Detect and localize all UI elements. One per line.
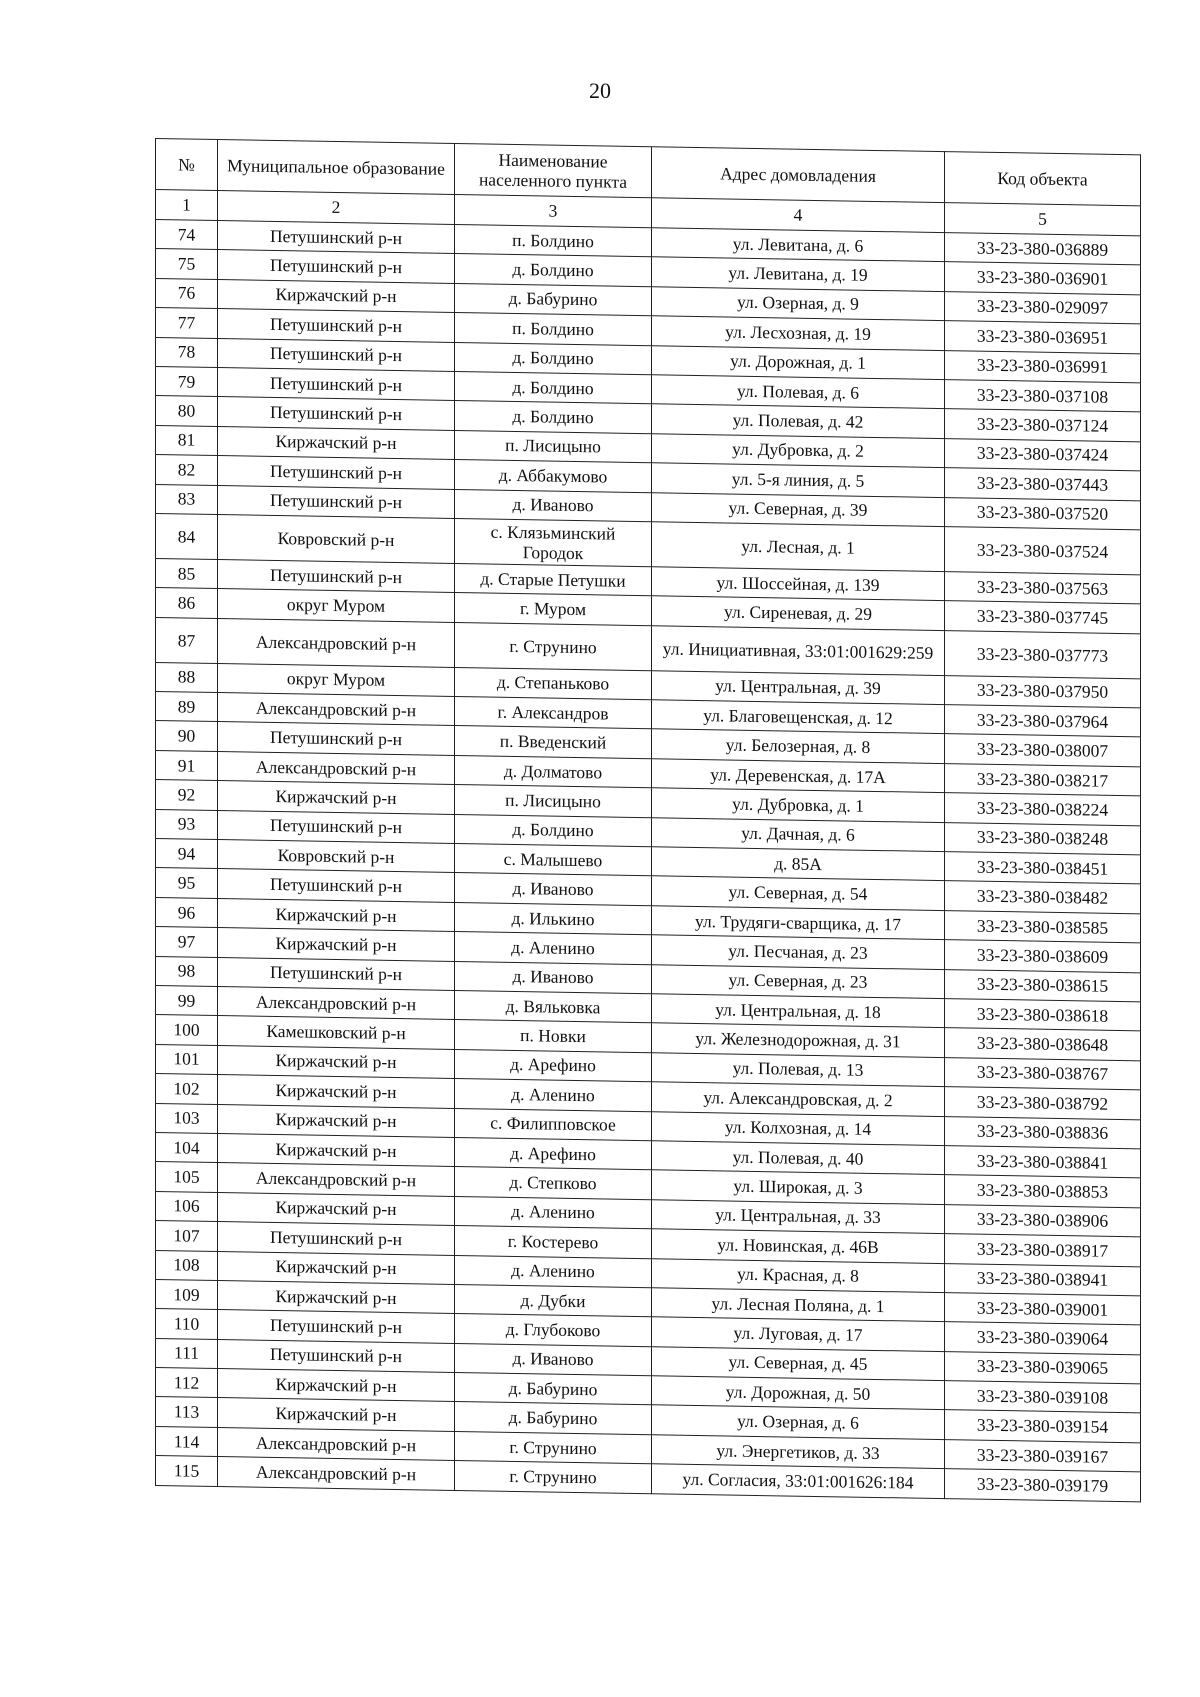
settlement-cell: д. Долматово (455, 755, 652, 788)
object-code-cell: 33-23-380-037773 (945, 630, 1141, 678)
table-body (156, 220, 1141, 1502)
object-code-cell: 33-23-380-039167 (945, 1439, 1141, 1472)
address-cell: ул. Лесная, д. 1 (652, 522, 945, 572)
object-code-cell: 33-23-380-038609 (945, 940, 1141, 973)
address-cell: ул. Благовещенская, д. 12 (652, 700, 945, 734)
row-number-cell: 76 (156, 278, 218, 308)
settlement-cell: д. Арефино (455, 1137, 652, 1170)
settlement-cell: д. Аленино (455, 1079, 652, 1112)
address-cell: ул. Озерная, д. 6 (652, 1405, 945, 1439)
address-cell: ул. Дубровка, д. 1 (652, 788, 945, 822)
municipality-cell: Александровский р-н (218, 1427, 455, 1460)
settlement-cell: д. Иваново (455, 489, 652, 522)
object-code-cell: 33-23-380-038906 (945, 1204, 1141, 1237)
object-code-cell: 33-23-380-038224 (945, 793, 1141, 826)
settlement-cell: п. Болдино (455, 224, 652, 257)
object-code-cell: 33-23-380-038792 (945, 1087, 1141, 1120)
settlement-cell: г. Александров (455, 697, 652, 730)
row-number-cell: 82 (156, 455, 218, 485)
settlement-cell: д. Степково (455, 1167, 652, 1200)
object-code-cell: 33-23-380-036991 (945, 350, 1141, 383)
column-number: 5 (945, 203, 1141, 236)
object-code-cell: 33-23-380-037424 (945, 438, 1141, 471)
settlement-cell: д. Иваново (455, 1343, 652, 1376)
settlement-cell: д. Аббакумово (455, 460, 652, 493)
row-number-cell: 100 (156, 1015, 218, 1045)
row-number-cell: 79 (156, 366, 218, 396)
municipality-cell: Петушинский р-н (218, 221, 455, 254)
object-code-cell: 33-23-380-038853 (945, 1175, 1141, 1208)
object-code-cell: 33-23-380-029097 (945, 291, 1141, 324)
settlement-cell: с. Малышево (455, 843, 652, 876)
address-cell: ул. Левитана, д. 6 (652, 228, 945, 262)
row-number-cell: 113 (156, 1397, 218, 1427)
municipality-cell: Ковровский р-н (218, 840, 455, 873)
address-cell: ул. Новинская, д. 46В (652, 1229, 945, 1263)
row-number-cell: 96 (156, 897, 218, 927)
row-number-cell: 87 (156, 617, 218, 663)
object-code-cell: 33-23-380-038615 (945, 969, 1141, 1002)
object-code-cell: 33-23-380-036951 (945, 321, 1141, 354)
row-number-cell: 93 (156, 809, 218, 839)
row-number-cell: 112 (156, 1368, 218, 1398)
object-code-cell: 33-23-380-039001 (945, 1292, 1141, 1325)
object-code-cell: 33-23-380-037524 (945, 526, 1141, 574)
row-number-cell: 101 (156, 1044, 218, 1074)
address-cell: ул. Северная, д. 45 (652, 1346, 945, 1380)
object-code-cell: 33-23-380-038007 (945, 734, 1141, 767)
municipality-cell: Киржачский р-н (218, 1075, 455, 1108)
address-cell: ул. Центральная, д. 33 (652, 1199, 945, 1233)
row-number-cell: 89 (156, 692, 218, 722)
municipality-cell: Александровский р-н (218, 987, 455, 1020)
municipality-cell: Киржачский р-н (218, 928, 455, 961)
address-cell: ул. Белозерная, д. 8 (652, 729, 945, 763)
settlement-cell: д. Аленино (455, 932, 652, 965)
address-cell: ул. Дачная, д. 6 (652, 817, 945, 851)
address-cell: ул. Дорожная, д. 50 (652, 1376, 945, 1410)
object-code-cell: 33-23-380-039064 (945, 1322, 1141, 1355)
settlement-cell: с. Филипповское (455, 1108, 652, 1141)
municipality-cell: Петушинский р-н (218, 869, 455, 902)
objects-table (155, 138, 1141, 1502)
object-code-cell: 33-23-380-037520 (945, 497, 1141, 530)
address-cell: ул. Шоссейная, д. 139 (652, 567, 945, 601)
settlement-cell: п. Лисицыно (455, 430, 652, 463)
settlement-cell: п. Новки (455, 1020, 652, 1053)
settlement-cell: д. Дубки (455, 1284, 652, 1317)
object-code-cell: 33-23-380-037950 (945, 675, 1141, 708)
municipality-cell: Камешковский р-н (218, 1016, 455, 1049)
settlement-cell: г. Струнино (455, 1461, 652, 1494)
row-number-cell: 106 (156, 1191, 218, 1221)
municipality-cell: Киржачский р-н (218, 1369, 455, 1402)
municipality-cell: Петушинский р-н (218, 957, 455, 990)
object-code-cell: 33-23-380-037124 (945, 409, 1141, 442)
row-number-cell: 107 (156, 1221, 218, 1251)
address-cell: ул. Полевая, д. 40 (652, 1141, 945, 1175)
row-number-cell: 85 (156, 558, 218, 588)
address-cell: ул. Сиреневая, д. 29 (652, 596, 945, 630)
row-number-cell: 95 (156, 868, 218, 898)
settlement-cell: д. Вяльковка (455, 990, 652, 1023)
header-municipality: Муниципальное образование (218, 140, 455, 195)
address-cell: ул. Северная, д. 54 (652, 876, 945, 910)
municipality-cell: Петушинский р-н (218, 397, 455, 430)
municipality-cell: Петушинский р-н (218, 485, 455, 518)
row-number-cell: 115 (156, 1456, 218, 1486)
settlement-cell: д. Глубоково (455, 1314, 652, 1347)
municipality-cell: Петушинский р-н (218, 1222, 455, 1255)
municipality-cell: округ Муром (218, 589, 455, 622)
object-code-cell: 33-23-380-039065 (945, 1351, 1141, 1384)
object-code-cell: 33-23-380-038585 (945, 910, 1141, 943)
address-cell: ул. Лесхозная, д. 19 (652, 316, 945, 350)
municipality-cell: Петушинский р-н (218, 1339, 455, 1372)
settlement-cell: д. Болдино (455, 342, 652, 375)
row-number-cell: 91 (156, 750, 218, 780)
address-cell: ул. Луговая, д. 17 (652, 1317, 945, 1351)
address-cell: ул. Северная, д. 39 (652, 492, 945, 526)
address-cell: ул. Песчаная, д. 23 (652, 935, 945, 969)
municipality-cell: Александровский р-н (218, 618, 455, 667)
row-number-cell: 104 (156, 1132, 218, 1162)
address-cell: ул. Согласия, 33:01:001626:184 (652, 1464, 945, 1498)
column-number: 2 (218, 191, 455, 225)
row-number-cell: 88 (156, 662, 218, 692)
address-cell: ул. Колхозная, д. 14 (652, 1111, 945, 1145)
settlement-cell: д. Арефино (455, 1049, 652, 1082)
municipality-cell: Петушинский р-н (218, 559, 455, 592)
column-number: 3 (455, 194, 652, 227)
row-number-cell: 94 (156, 839, 218, 869)
address-cell: ул. Красная, д. 8 (652, 1258, 945, 1292)
municipality-cell: Петушинский р-н (218, 309, 455, 342)
address-cell: ул. Александровская, д. 2 (652, 1082, 945, 1116)
row-number-cell: 74 (156, 220, 218, 250)
address-cell: ул. Озерная, д. 9 (652, 287, 945, 321)
municipality-cell: Петушинский р-н (218, 456, 455, 489)
settlement-cell: г. Струнино (455, 622, 652, 670)
row-number-cell: 75 (156, 249, 218, 279)
row-number-cell: 83 (156, 484, 218, 514)
row-number-cell: 80 (156, 396, 218, 426)
address-cell: ул. Полевая, д. 13 (652, 1052, 945, 1086)
municipality-cell: Киржачский р-н (218, 1133, 455, 1166)
settlement-cell: д. Илькино (455, 902, 652, 935)
address-cell: ул. Широкая, д. 3 (652, 1170, 945, 1204)
settlement-cell: д. Болдино (455, 401, 652, 434)
address-cell: ул. Северная, д. 23 (652, 964, 945, 998)
column-number: 1 (156, 190, 218, 221)
address-cell: ул. Центральная, д. 39 (652, 670, 945, 704)
municipality-cell: Петушинский р-н (218, 722, 455, 755)
object-code-cell: 33-23-380-038482 (945, 881, 1141, 914)
settlement-cell: г. Костерево (455, 1226, 652, 1259)
municipality-cell: Александровский р-н (218, 751, 455, 784)
municipality-cell: Киржачский р-н (218, 898, 455, 931)
settlement-cell: д. Болдино (455, 254, 652, 287)
municipality-cell: Киржачский р-н (218, 1251, 455, 1284)
settlement-cell: п. Болдино (455, 313, 652, 346)
municipality-cell: Киржачский р-н (218, 1280, 455, 1313)
municipality-cell: Петушинский р-н (218, 367, 455, 400)
row-number-cell: 114 (156, 1426, 218, 1456)
settlement-cell: п. Лисицыно (455, 785, 652, 818)
header-address: Адрес домовладения (652, 147, 945, 203)
address-cell: ул. Деревенская, д. 17А (652, 759, 945, 793)
municipality-cell: Ковровский р-н (218, 514, 455, 563)
settlement-cell: д. Бабурино (455, 1373, 652, 1406)
row-number-cell: 110 (156, 1309, 218, 1339)
object-code-cell: 33-23-380-038248 (945, 822, 1141, 855)
row-number-cell: 105 (156, 1162, 218, 1192)
address-cell: ул. Инициативная, 33:01:001629:259 (652, 625, 945, 675)
object-code-cell: 33-23-380-038841 (945, 1146, 1141, 1179)
row-number-cell: 77 (156, 308, 218, 338)
object-code-cell: 33-23-380-039179 (945, 1469, 1141, 1502)
column-number: 4 (652, 198, 945, 233)
address-cell: д. 85А (652, 847, 945, 881)
settlement-cell: д. Аленино (455, 1255, 652, 1288)
row-number-cell: 102 (156, 1074, 218, 1104)
object-code-cell: 33-23-380-036889 (945, 233, 1141, 266)
settlement-cell: д. Иваново (455, 873, 652, 906)
address-cell: ул. Трудяги-сварщика, д. 17 (652, 906, 945, 940)
settlement-cell: д. Степаньково (455, 667, 652, 700)
municipality-cell: Александровский р-н (218, 1457, 455, 1490)
object-code-cell: 33-23-380-038618 (945, 999, 1141, 1032)
object-code-cell: 33-23-380-037745 (945, 601, 1141, 634)
object-code-cell: 33-23-380-038217 (945, 763, 1141, 796)
row-number-cell: 108 (156, 1250, 218, 1280)
object-code-cell: 33-23-380-038451 (945, 852, 1141, 885)
address-cell: ул. Полевая, д. 42 (652, 404, 945, 438)
settlement-cell: г. Муром (455, 593, 652, 626)
header-number: № (156, 139, 218, 191)
municipality-cell: округ Муром (218, 663, 455, 696)
settlement-cell: д. Болдино (455, 814, 652, 847)
settlement-cell: д. Иваново (455, 961, 652, 994)
municipality-cell: Киржачский р-н (218, 1104, 455, 1137)
row-number-cell: 99 (156, 985, 218, 1015)
object-code-cell: 33-23-380-038648 (945, 1028, 1141, 1061)
address-cell: ул. 5-я линия, д. 5 (652, 463, 945, 497)
address-cell: ул. Центральная, д. 18 (652, 994, 945, 1028)
row-number-cell: 81 (156, 425, 218, 455)
row-number-cell: 84 (156, 513, 218, 559)
address-cell: ул. Полевая, д. 6 (652, 375, 945, 409)
table-container (155, 138, 1140, 1502)
row-number-cell: 103 (156, 1103, 218, 1133)
header-settlement: Наименование населенного пункта (455, 143, 652, 197)
settlement-cell: г. Струнино (455, 1431, 652, 1464)
address-cell: ул. Дубровка, д. 2 (652, 433, 945, 467)
municipality-cell: Петушинский р-н (218, 1310, 455, 1343)
object-code-cell: 33-23-380-038767 (945, 1057, 1141, 1090)
row-number-cell: 86 (156, 588, 218, 618)
settlement-cell: д. Бабурино (455, 1402, 652, 1435)
row-number-cell: 109 (156, 1279, 218, 1309)
address-cell: ул. Левитана, д. 19 (652, 257, 945, 291)
settlement-cell: с. Клязьминский Городок (455, 518, 652, 566)
settlement-cell: д. Бабурино (455, 283, 652, 316)
object-code-cell: 33-23-380-037108 (945, 380, 1141, 413)
page-number: 20 (589, 78, 611, 103)
object-code-cell: 33-23-380-038836 (945, 1116, 1141, 1149)
settlement-cell: п. Введенский (455, 726, 652, 759)
address-cell: ул. Лесная Поляна, д. 1 (652, 1288, 945, 1322)
municipality-cell: Киржачский р-н (218, 279, 455, 312)
municipality-cell: Киржачский р-н (218, 1192, 455, 1225)
municipality-cell: Киржачский р-н (218, 426, 455, 459)
row-number-cell: 111 (156, 1338, 218, 1368)
object-code-cell: 33-23-380-036901 (945, 262, 1141, 295)
object-code-cell: 33-23-380-038941 (945, 1263, 1141, 1296)
municipality-cell: Петушинский р-н (218, 810, 455, 843)
object-code-cell: 33-23-380-038917 (945, 1234, 1141, 1267)
municipality-cell: Киржачский р-н (218, 1045, 455, 1078)
header-object-code: Код объекта (945, 152, 1141, 206)
object-code-cell: 33-23-380-039154 (945, 1410, 1141, 1443)
municipality-cell: Киржачский р-н (218, 1398, 455, 1431)
settlement-cell: д. Аленино (455, 1196, 652, 1229)
row-number-cell: 92 (156, 780, 218, 810)
row-number-cell: 98 (156, 956, 218, 986)
object-code-cell: 33-23-380-037964 (945, 705, 1141, 738)
settlement-cell: д. Болдино (455, 371, 652, 404)
object-code-cell: 33-23-380-039108 (945, 1381, 1141, 1414)
row-number-cell: 97 (156, 927, 218, 957)
municipality-cell: Александровский р-н (218, 1163, 455, 1196)
address-cell: ул. Дорожная, д. 1 (652, 345, 945, 379)
municipality-cell: Александровский р-н (218, 693, 455, 726)
municipality-cell: Киржачский р-н (218, 781, 455, 814)
row-number-cell: 90 (156, 721, 218, 751)
object-code-cell: 33-23-380-037563 (945, 571, 1141, 604)
municipality-cell: Петушинский р-н (218, 338, 455, 371)
settlement-cell: д. Старые Петушки (455, 563, 652, 596)
address-cell: ул. Энергетиков, д. 33 (652, 1435, 945, 1469)
municipality-cell: Петушинский р-н (218, 250, 455, 283)
row-number-cell: 78 (156, 337, 218, 367)
address-cell: ул. Железнодорожная, д. 31 (652, 1023, 945, 1057)
object-code-cell: 33-23-380-037443 (945, 468, 1141, 501)
